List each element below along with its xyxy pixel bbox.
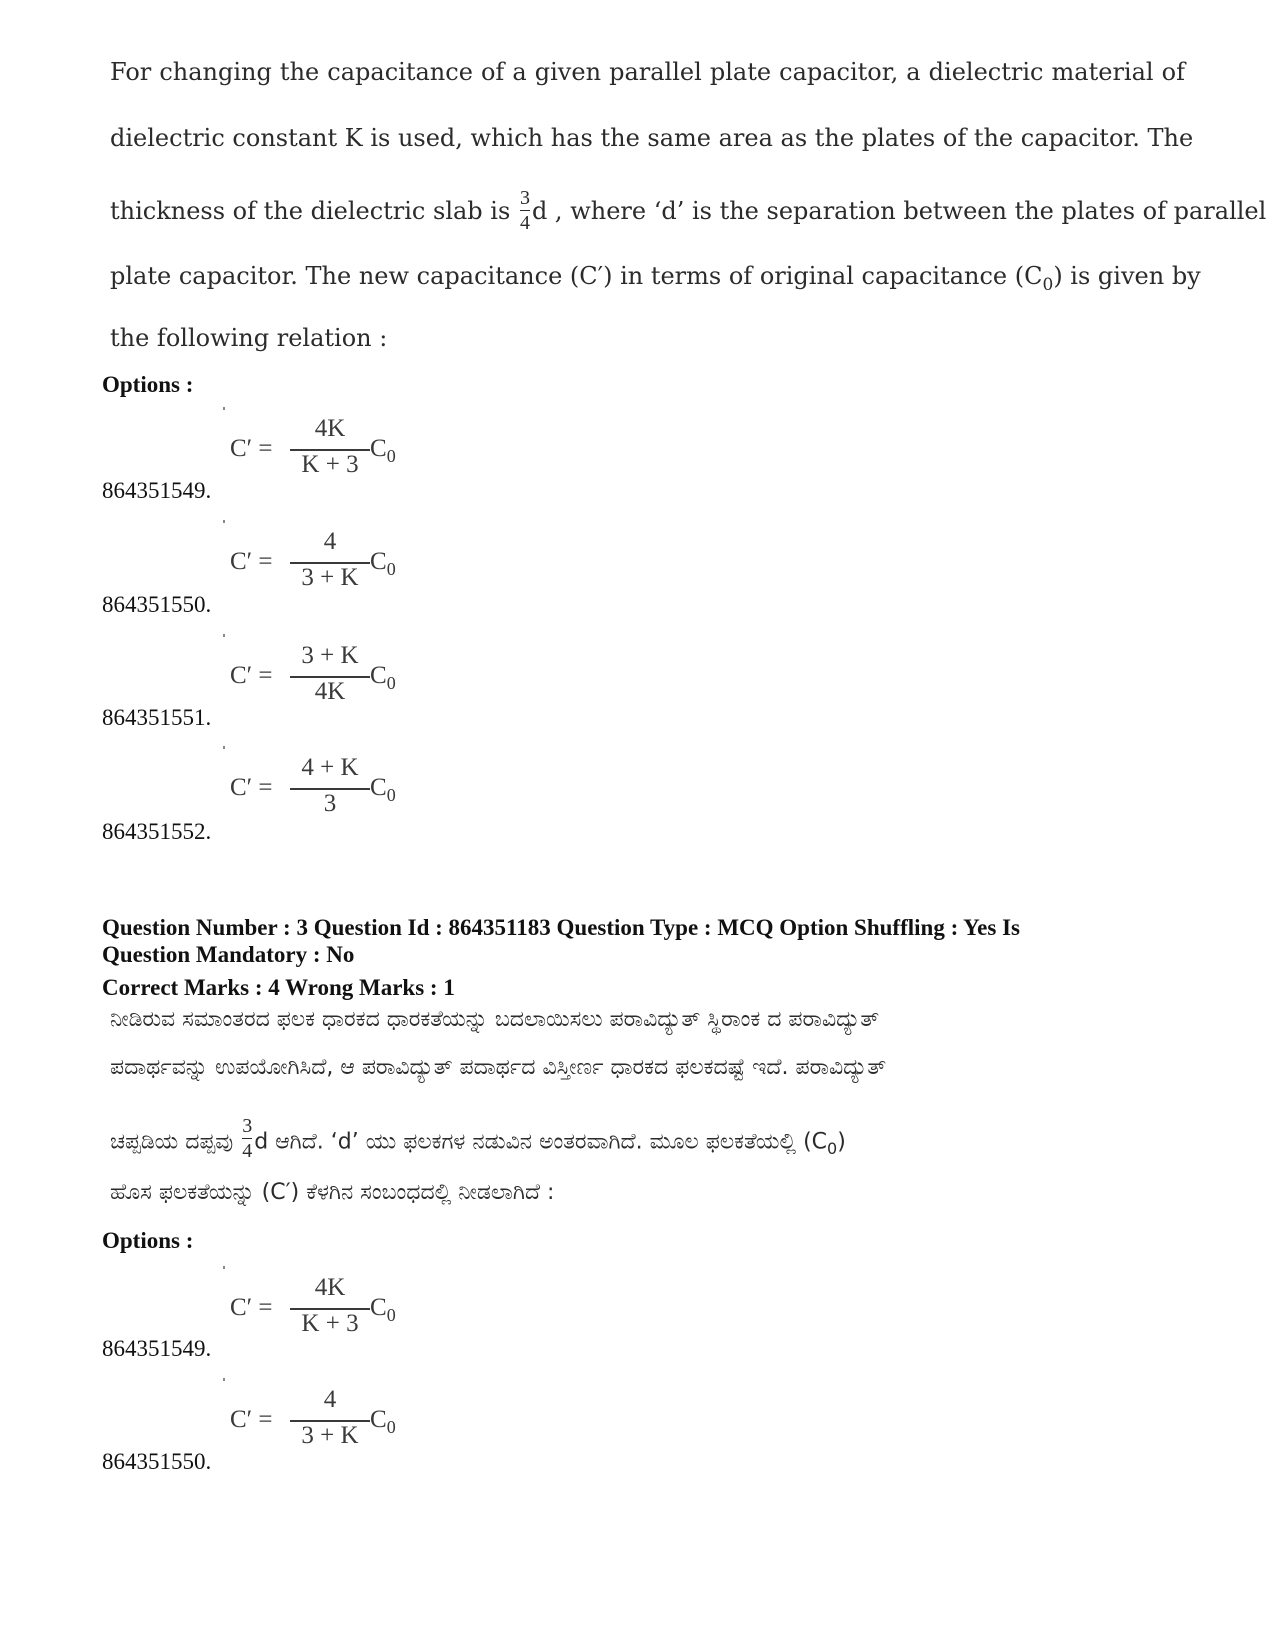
option-id: 864351551.: [102, 705, 212, 730]
option-marker: [223, 1378, 225, 1381]
options-heading: Options :: [102, 372, 194, 397]
marks-info: Correct Marks : 4 Wrong Marks : 1: [102, 975, 455, 1000]
option-formula: C′ = 4 3 + K $C_0$: [230, 1386, 396, 1449]
option-formula: C′ = 4 3 + K $C_0$: [230, 528, 396, 591]
kannada-line-3: ಚಪ್ಪಡಿಯ ದಪ್ಪವು $\frac{3}{4}$ d ಆಗಿದೆ. ‘d’ ಯು ಫಲಕಗಳ ನಡುವಿನ ಅಂತರವಾಗಿದೆ. ಮೂಲ ಫಲಕತೆಯಲ್ಲಿ $(C_0)$: [110, 1115, 846, 1162]
option-marker: [223, 407, 225, 410]
kannada-line-1: ನೀಡಿರುವ ಸಮಾಂತರದ ಫಲಕ ಧಾರಕದ ಧಾರಕತೆಯನ್ನು ಬದಲಾಯಿಸಲು ಪರಾವಿದ್ಯುತ್ ಸ್ಥಿರಾಂಕ ದ ಪರಾವಿದ್ಯುತ್: [110, 1007, 880, 1032]
option-id: 864351552.: [102, 819, 212, 844]
question-meta-line-1: Question Number : 3 Question Id : 864351183 Question Type : MCQ Option Shuffling : Yes Is: [102, 915, 1020, 940]
question-line-3: thickness of the dielectric slab is $\frac{3}{4}$ d , where ‘d’ is the separation between the plates of parallel: [110, 187, 1267, 234]
option-id: 864351549.: [102, 478, 212, 503]
question-meta-line-2: Question Mandatory : No: [102, 942, 355, 967]
kannada-line-2: ಪದಾರ್ಥವನ್ನು ಉಪಯೋಗಿಸಿದೆ, ಆ ಪರಾವಿದ್ಯುತ್ ಪದಾರ್ಥದ ವಿಸ್ತೀರ್ಣ ಧಾರಕದ ಫಲಕದಷ್ಟೆ ಇದೆ. ಪರಾವಿದ್ಯುತ್: [110, 1055, 887, 1080]
option-id: 864351549.: [102, 1336, 212, 1361]
kannada-line-4: ಹೊಸ ಫಲಕತೆಯನ್ನು (C′) ಕೆಳಗಿನ ಸಂಬಂಧದಲ್ಲಿ ನೀಡಲಾಗಿದೆ :: [110, 1180, 555, 1205]
option-formula: C′ = 4K K + 3 $C_0$: [230, 415, 396, 478]
question-line-4: plate capacitor. The new capacitance (C′) in terms of original capacitance $(C_0)$ is given by: [110, 262, 1201, 295]
option-formula: C′ = 4K K + 3 $C_0$: [230, 1274, 396, 1337]
fraction-three-quarters: $\frac{3}{4}$: [242, 1115, 253, 1162]
fraction-three-quarters: $\frac{3}{4}$: [519, 187, 530, 234]
option-formula: C′ = 4 + K 3 $C_0$: [230, 754, 396, 817]
options-heading: Options :: [102, 1228, 194, 1253]
option-id: 864351550.: [102, 1449, 212, 1474]
question-line-1: For changing the capacitance of a given parallel plate capacitor, a dielectric material of: [110, 58, 1185, 86]
option-formula: C′ = 3 + K 4K $C_0$: [230, 642, 396, 705]
option-marker: [223, 520, 225, 523]
question-line-2: dielectric constant K is used, which has the same area as the plates of the capacitor. The: [110, 124, 1194, 152]
option-id: 864351550.: [102, 592, 212, 617]
option-marker: [223, 634, 225, 637]
question-line-5: the following relation :: [110, 324, 388, 352]
option-marker: [223, 1266, 225, 1269]
option-marker: [223, 746, 225, 749]
